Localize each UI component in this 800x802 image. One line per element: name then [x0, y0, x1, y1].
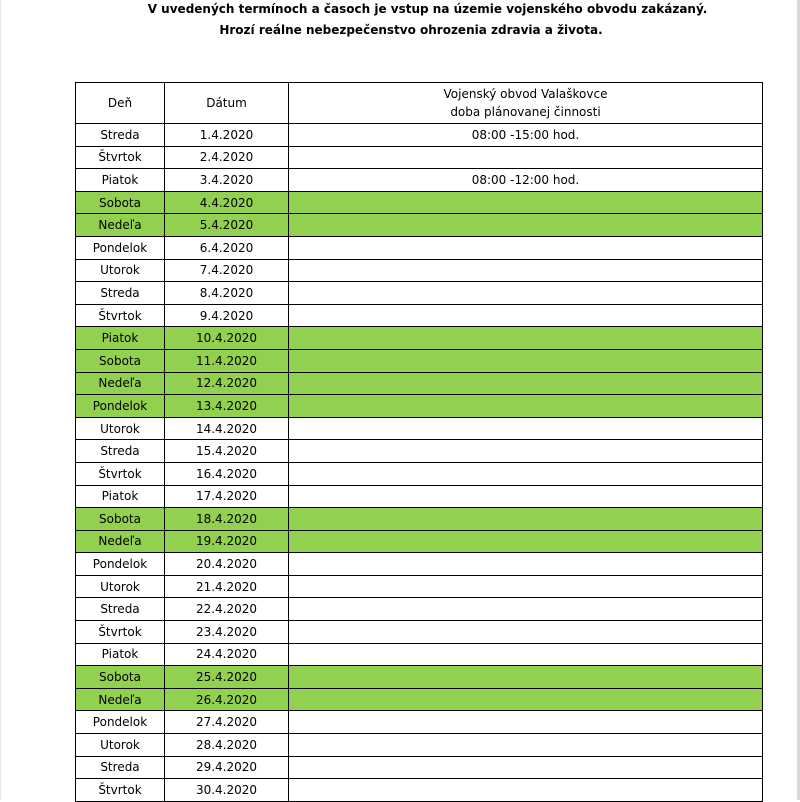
date-cell: 26.4.2020: [165, 688, 289, 711]
table-row: [76, 621, 763, 644]
date-cell: 9.4.2020: [165, 304, 289, 327]
table-row: [76, 711, 763, 734]
day-cell: Nedeľa: [76, 372, 165, 395]
table-row: [76, 124, 763, 147]
table-row: [76, 372, 763, 395]
date-cell: 1.4.2020: [165, 124, 289, 147]
activity-time-cell: [289, 553, 763, 576]
day-cell: Sobota: [76, 508, 165, 531]
activity-time-cell: [289, 598, 763, 621]
activity-time-cell: [289, 327, 763, 350]
table-row: [76, 327, 763, 350]
day-cell: Streda: [76, 282, 165, 305]
date-cell: 19.4.2020: [165, 530, 289, 553]
date-cell: 21.4.2020: [165, 575, 289, 598]
activity-time-cell: [289, 530, 763, 553]
date-cell: 17.4.2020: [165, 485, 289, 508]
day-cell: Štvrtok: [76, 304, 165, 327]
activity-time-cell: [289, 485, 763, 508]
table-row: [76, 485, 763, 508]
date-cell: 15.4.2020: [165, 440, 289, 463]
day-cell: Sobota: [76, 349, 165, 372]
activity-time-cell: [289, 417, 763, 440]
header-date: Dátum: [165, 83, 289, 124]
day-cell: Utorok: [76, 259, 165, 282]
date-cell: 27.4.2020: [165, 711, 289, 734]
activity-time-cell: [289, 304, 763, 327]
day-cell: Štvrtok: [76, 779, 165, 802]
table-row: [76, 575, 763, 598]
activity-time-cell: [289, 621, 763, 644]
date-cell: 20.4.2020: [165, 553, 289, 576]
activity-time-cell: 08:00 -12:00 hod.: [289, 169, 763, 192]
date-cell: 11.4.2020: [165, 349, 289, 372]
activity-time-cell: 08:00 -15:00 hod.: [289, 124, 763, 147]
header-activity-line-2: doba plánovanej činnosti: [450, 105, 601, 119]
notice-line-2: Hrozí reálne nebezpečenstvo ohrozenia zdravia a života.: [219, 23, 603, 37]
date-cell: 18.4.2020: [165, 508, 289, 531]
day-cell: Streda: [76, 756, 165, 779]
date-cell: 29.4.2020: [165, 756, 289, 779]
activity-time-cell: [289, 282, 763, 305]
day-cell: Piatok: [76, 169, 165, 192]
day-cell: Nedeľa: [76, 688, 165, 711]
table-row: [76, 643, 763, 666]
day-cell: Sobota: [76, 666, 165, 689]
activity-time-cell: [289, 146, 763, 169]
activity-time-cell: [289, 191, 763, 214]
table-row: [76, 236, 763, 259]
day-cell: Pondelok: [76, 711, 165, 734]
day-cell: Pondelok: [76, 553, 165, 576]
activity-time-cell: [289, 372, 763, 395]
activity-time-cell: [289, 440, 763, 463]
activity-time-cell: [289, 259, 763, 282]
date-cell: 25.4.2020: [165, 666, 289, 689]
activity-time-cell: [289, 643, 763, 666]
date-cell: 2.4.2020: [165, 146, 289, 169]
day-cell: Štvrtok: [76, 621, 165, 644]
date-cell: 16.4.2020: [165, 462, 289, 485]
day-cell: Sobota: [76, 191, 165, 214]
table-row: [76, 259, 763, 282]
day-cell: Utorok: [76, 734, 165, 757]
day-cell: Streda: [76, 124, 165, 147]
table-row: [76, 462, 763, 485]
day-cell: Štvrtok: [76, 462, 165, 485]
day-cell: Piatok: [76, 327, 165, 350]
activity-time-cell: [289, 666, 763, 689]
activity-time-cell: [289, 236, 763, 259]
day-cell: Pondelok: [76, 236, 165, 259]
table-header-row: [76, 83, 763, 124]
date-cell: 28.4.2020: [165, 734, 289, 757]
day-cell: Streda: [76, 598, 165, 621]
activity-time-cell: [289, 395, 763, 418]
day-cell: Štvrtok: [76, 146, 165, 169]
activity-time-cell: [289, 214, 763, 237]
day-cell: Pondelok: [76, 395, 165, 418]
day-cell: Utorok: [76, 575, 165, 598]
activity-time-cell: [289, 349, 763, 372]
table-row: [76, 349, 763, 372]
header-activity-line-1: Vojenský obvod Valaškovce: [443, 87, 608, 101]
activity-time-cell: [289, 575, 763, 598]
table-row: [76, 214, 763, 237]
activity-time-cell: [289, 688, 763, 711]
date-cell: 5.4.2020: [165, 214, 289, 237]
day-cell: Streda: [76, 440, 165, 463]
table-row: [76, 756, 763, 779]
date-cell: 14.4.2020: [165, 417, 289, 440]
table-row: [76, 146, 763, 169]
activity-time-cell: [289, 734, 763, 757]
date-cell: 23.4.2020: [165, 621, 289, 644]
table-row: [76, 530, 763, 553]
schedule-table: [75, 82, 763, 802]
activity-time-cell: [289, 508, 763, 531]
day-cell: Nedeľa: [76, 214, 165, 237]
table-row: [76, 598, 763, 621]
table-row: [76, 191, 763, 214]
date-cell: 7.4.2020: [165, 259, 289, 282]
day-cell: Utorok: [76, 417, 165, 440]
table-row: [76, 779, 763, 802]
table-row: [76, 734, 763, 757]
date-cell: 12.4.2020: [165, 372, 289, 395]
table-row: [76, 688, 763, 711]
day-cell: Nedeľa: [76, 530, 165, 553]
date-cell: 10.4.2020: [165, 327, 289, 350]
table-row: [76, 440, 763, 463]
table-row: [76, 508, 763, 531]
table-row: [76, 395, 763, 418]
schedule-body: [76, 124, 763, 802]
activity-time-cell: [289, 711, 763, 734]
date-cell: 8.4.2020: [165, 282, 289, 305]
activity-time-cell: [289, 779, 763, 802]
date-cell: 30.4.2020: [165, 779, 289, 802]
day-cell: Piatok: [76, 485, 165, 508]
date-cell: 3.4.2020: [165, 169, 289, 192]
activity-time-cell: [289, 462, 763, 485]
activity-time-cell: [289, 756, 763, 779]
notice-line-1: V uvedených termínoch a časoch je vstup na územie vojenského obvodu zakázaný.: [147, 2, 708, 16]
date-cell: 4.4.2020: [165, 191, 289, 214]
header-day: Deň: [76, 83, 165, 124]
table-row: [76, 553, 763, 576]
table-row: [76, 282, 763, 305]
page-edge: [0, 0, 1, 800]
table-row: [76, 169, 763, 192]
table-row: [76, 304, 763, 327]
table-row: [76, 666, 763, 689]
date-cell: 13.4.2020: [165, 395, 289, 418]
date-cell: 24.4.2020: [165, 643, 289, 666]
date-cell: 6.4.2020: [165, 236, 289, 259]
table-row: [76, 417, 763, 440]
day-cell: Piatok: [76, 643, 165, 666]
header-activity: [289, 83, 763, 124]
date-cell: 22.4.2020: [165, 598, 289, 621]
